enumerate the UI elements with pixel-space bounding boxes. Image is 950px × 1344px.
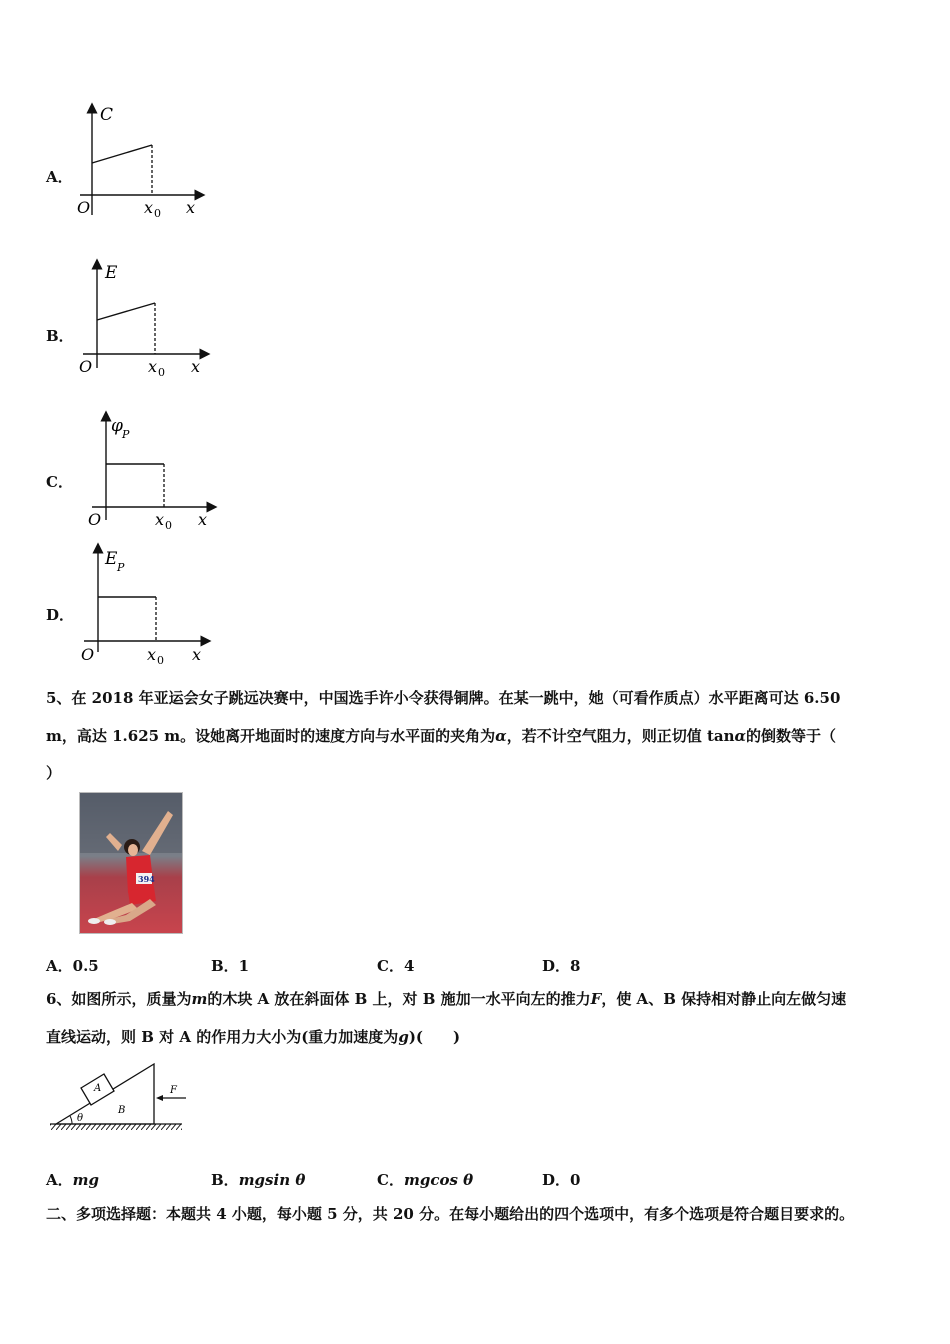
force-label: F	[170, 1085, 177, 1096]
origin-label: O	[77, 198, 91, 217]
angle-arc	[70, 1116, 72, 1124]
q6-answer-d	[542, 1169, 580, 1190]
q5-line2-c: 的倒数等于（	[746, 727, 837, 745]
force-symbol: F	[590, 990, 602, 1008]
q5-line2	[46, 726, 836, 746]
gravity-symbol: g	[398, 1028, 409, 1046]
q6-answer-b-expr: mgsin θ	[238, 1171, 306, 1189]
q5-answer-b: B．1	[211, 957, 250, 975]
q6-answer-d-expr: 0	[570, 1171, 581, 1189]
q6-line1-b: 的木块 A 放在斜面体 B 上，对 B 施加一水平向左的推力	[207, 990, 591, 1008]
wedge-b-label: B	[118, 1105, 126, 1116]
q6-line1-a: 6、如图所示，质量为	[46, 990, 192, 1008]
x0-subscript: 0	[154, 207, 161, 220]
q5-line1: 5、在 2018 年亚运会女子跳远决赛中，中国选手许小令获得铜牌。在某一跳中，她（可看作质点）水平距离可达 6.50	[46, 689, 841, 707]
ground-hatching	[50, 1124, 182, 1130]
origin-label: O	[81, 645, 95, 664]
x0-label: x	[147, 645, 157, 664]
incline-diagram	[46, 1058, 191, 1138]
section-2-heading: 二、多项选择题：本题共 4 小题，每小题 5 分，共 20 分。在每小题给出的四个选项中，有多个选项是符合题目要求的。	[46, 1205, 855, 1223]
option-a-label: A．	[46, 168, 73, 186]
option-c-label: C．	[46, 473, 73, 491]
x-axis-label: x	[192, 645, 202, 664]
force-arrowhead	[156, 1095, 163, 1101]
y-axis-label: C	[100, 105, 114, 125]
q6-line1-c: ，使 A、B 保持相对静止向左做匀速	[601, 990, 847, 1008]
q5-line2-b: ，若不计空气阻力，则正切值 tan	[506, 727, 735, 745]
option-b-label: B．	[46, 327, 74, 345]
x0-subscript: 0	[157, 654, 164, 667]
q6-answer-a-expr: mg	[72, 1171, 100, 1189]
q5-answer-a: A．0.5	[46, 957, 99, 975]
x0-label: x	[144, 198, 154, 217]
q6-answer-a-prefix: A．	[46, 1171, 73, 1189]
q5-answer-d: D．8	[542, 957, 581, 975]
q6-answer-d-prefix: D．	[542, 1171, 571, 1189]
graph-line	[92, 145, 152, 163]
x-axis-label: x	[191, 357, 201, 376]
graph-a	[70, 100, 210, 225]
origin-label: O	[88, 510, 102, 529]
option-d-label: D．	[46, 606, 75, 624]
mass-symbol: m	[191, 990, 208, 1008]
graph-line	[97, 303, 155, 320]
long-jump-photo	[79, 792, 183, 934]
q6-answer-a	[46, 1169, 99, 1190]
q6-line1	[46, 989, 846, 1009]
y-axis-subscript: P	[122, 428, 130, 441]
y-axis-label: E	[105, 549, 118, 569]
alpha-symbol: α	[495, 727, 507, 745]
x0-subscript: 0	[165, 519, 172, 532]
q6-line2	[46, 1027, 460, 1047]
q5-line3: ）	[46, 764, 62, 782]
q6-answer-b	[211, 1169, 305, 1190]
y-axis-label: φ	[111, 416, 123, 436]
y-axis-subscript: P	[117, 561, 125, 574]
origin-label: O	[79, 357, 93, 376]
graph-c	[82, 410, 222, 535]
graph-d	[76, 542, 216, 667]
x0-label: x	[148, 357, 158, 376]
x-axis-label: x	[186, 198, 196, 217]
angle-label: θ	[77, 1113, 84, 1124]
q6-line2-a: 直线运动，则 B 对 A 的作用力大小为(重力加速度为	[46, 1028, 399, 1046]
photo-bib-number: 394	[138, 874, 155, 884]
graph-b	[75, 258, 215, 383]
q6-answer-b-prefix: B．	[211, 1171, 239, 1189]
q6-answer-c	[377, 1169, 473, 1190]
x0-subscript: 0	[158, 366, 165, 379]
block-a-label: A	[94, 1083, 102, 1094]
q5-answer-c: C．4	[377, 957, 415, 975]
x0-label: x	[155, 510, 165, 529]
q6-answer-c-prefix: C．	[377, 1171, 404, 1189]
x-axis-label: x	[198, 510, 208, 529]
alpha-symbol-2: α	[734, 727, 747, 745]
q5-line2-a: m，高达 1.625 m。设她离开地面时的速度方向与水平面的夹角为	[46, 727, 496, 745]
y-axis-label: E	[105, 263, 118, 283]
q6-line2-b: )( )	[408, 1028, 461, 1046]
q6-answer-c-expr: mgcos θ	[403, 1171, 474, 1189]
